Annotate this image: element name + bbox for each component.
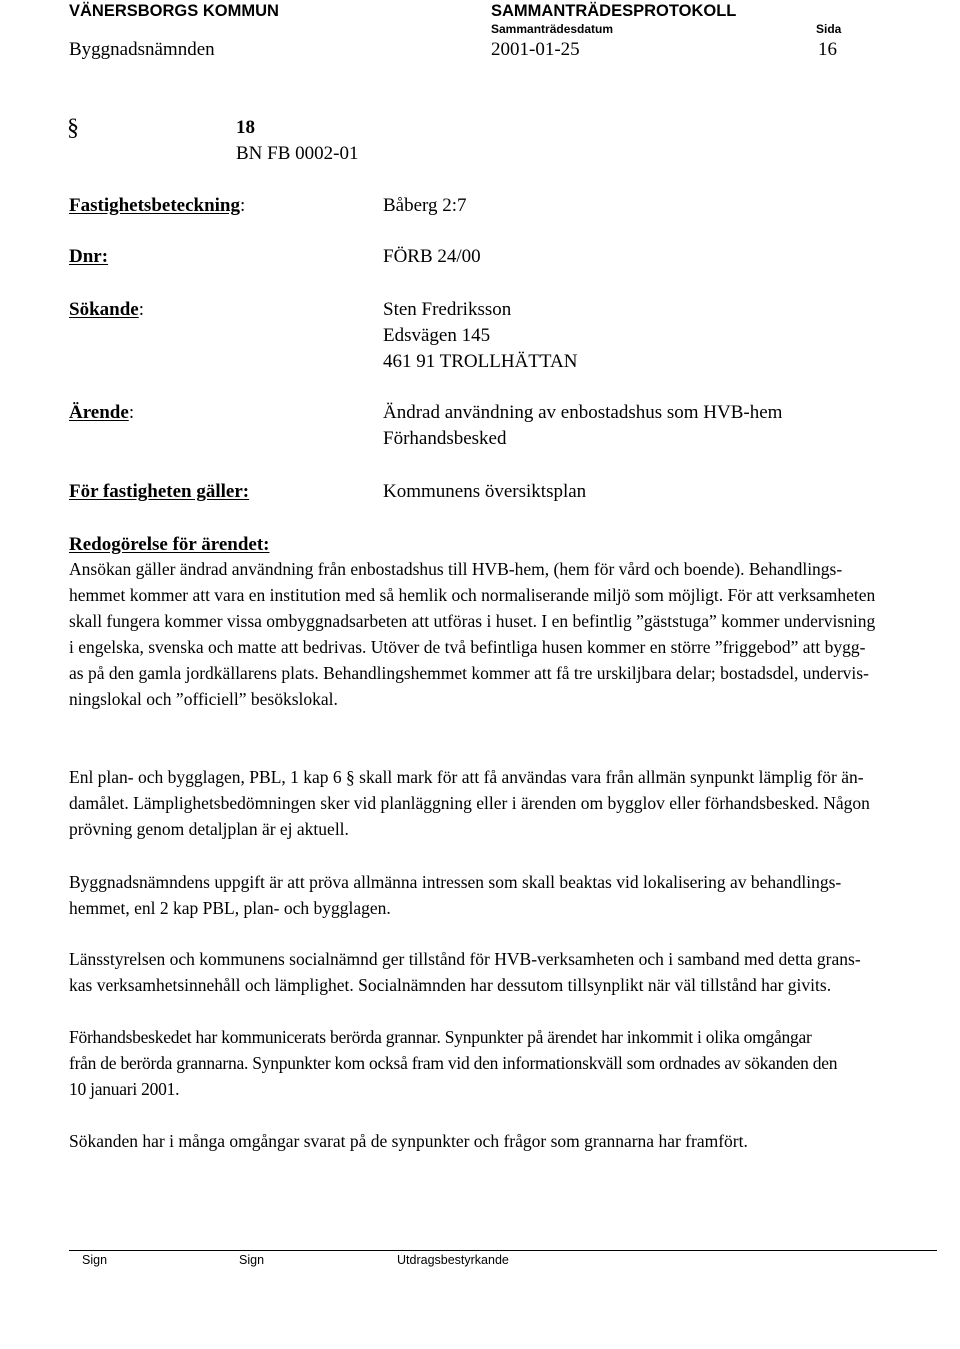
case-number: 18 [236, 117, 255, 138]
sign-line-1 [69, 1250, 229, 1251]
applies-label [69, 481, 249, 503]
report-paragraph-1 [69, 556, 960, 712]
sign-line-2 [229, 1250, 389, 1251]
matter-label-text: Ärende [69, 402, 129, 423]
applicant-label-text: Sökande [69, 299, 139, 320]
paragraph-line: as på den gamla jordkällarens plats. Behandlingshemmet kommer att få tre urskiljbara delar; bostadsdel, undervis- [69, 663, 869, 683]
matter-label-colon: : [128, 402, 135, 423]
paragraph-line: hemmet, enl 2 kap PBL, plan- och bygglagen. [69, 898, 391, 918]
certification-label: Utdragsbestyrkande [397, 1253, 509, 1267]
property-designation-label [69, 195, 245, 217]
protocol-title: SAMMANTRÄDESPROTOKOLL [491, 2, 737, 20]
matter-description [383, 400, 782, 452]
meeting-date-label: Sammanträdesdatum [491, 22, 614, 36]
report-heading [69, 534, 270, 556]
report-paragraph-6 [69, 1128, 960, 1154]
sign-label-1: Sign [82, 1253, 108, 1267]
property-designation-value: Båberg 2:7 [383, 195, 467, 216]
matter-line-1: Ändrad användning av enbostadshus som HVB-hem [383, 402, 783, 423]
applies-label-text: För fastigheten gäller: [69, 481, 250, 502]
paragraph-line: ningslokal och ”officiell” besökslokal. [69, 689, 338, 709]
organization-name: VÄNERSBORGS KOMMUN [69, 2, 279, 20]
paragraph-line: i engelska, svenska och matte att bedrivas. Utöver de två befintliga husen kommer en större ”friggebod” att bygg- [69, 637, 866, 657]
report-paragraph-2 [69, 764, 960, 842]
paragraph-line: 10 januari 2001. [69, 1079, 180, 1099]
paragraph-line: hemmet kommer att vara en institution med så hemlik och normaliserande miljö som möjligt. För att verksamheten [69, 585, 876, 605]
paragraph-line: Länsstyrelsen och kommunens socialnämnd ger tillstånd för HVB-verksamheten och i samband med detta grans- [69, 949, 861, 969]
property-label-colon: : [240, 195, 246, 216]
paragraph-line: skall fungera kommer vissa ombyggnadsarbeten att utföras i huset. I en befintlig ”gäststuga” kommer undervisning [69, 611, 876, 631]
dnr-value: FÖRB 24/00 [383, 246, 481, 267]
applies-value: Kommunens översiktsplan [383, 481, 587, 502]
report-heading-text: Redogörelse för ärendet: [69, 534, 270, 555]
paragraph-line: från de berörda grannarna. Synpunkter kom också fram vid den informationskväll som ordnades av sökanden den [69, 1053, 838, 1073]
certification-line [389, 1250, 937, 1251]
paragraph-line: Förhandsbeskedet har kommunicerats berörda grannar. Synpunkter på ärendet har inkommit i olika omgångar [69, 1027, 812, 1047]
applicant-address [383, 297, 577, 375]
meeting-date: 2001-01-25 [491, 39, 580, 60]
paragraph-line: damålet. Lämplighetsbedömningen sker vid planläggning eller i ärenden om bygglov eller förhandsbesked. Någon [69, 793, 870, 813]
case-reference: BN FB 0002-01 [236, 143, 359, 164]
section-sign: § [67, 115, 79, 141]
paragraph-line: Byggnadsnämndens uppgift är att pröva allmänna intressen som skall beaktas vid lokalisering av behandlings- [69, 872, 842, 892]
paragraph-line: Enl plan- och bygglagen, PBL, 1 kap 6 § skall mark för att få användas vara från allmän synpunkt lämplig för än- [69, 767, 864, 787]
paragraph-line: kas verksamhetsinnehåll och lämplighet. Socialnämnden har dessutom tillsynplikt när väl tillstånd har givits. [69, 975, 832, 995]
report-paragraph-4 [69, 946, 960, 998]
board-name: Byggnadsnämnden [69, 39, 215, 60]
matter-line-2: Förhandsbesked [383, 428, 507, 449]
sign-label-2: Sign [239, 1253, 265, 1267]
page-number: 16 [818, 39, 837, 60]
applicant-label [69, 299, 144, 321]
applicant-label-colon: : [138, 299, 144, 320]
applicant-name: Sten Fredriksson [383, 299, 512, 320]
dnr-label [69, 246, 108, 268]
page-label: Sida [816, 22, 842, 36]
report-paragraph-5 [69, 1024, 960, 1102]
dnr-label-text: Dnr: [69, 246, 109, 267]
paragraph-line: prövning genom detaljplan är ej aktuell. [69, 819, 349, 839]
paragraph-line: Sökanden har i många omgångar svarat på de synpunkter och frågor som grannarna har framfört. [69, 1131, 748, 1151]
report-paragraph-3 [69, 869, 960, 921]
paragraph-line: Ansökan gäller ändrad användning från enbostadshus till HVB-hem, (hem för vård och boende). Behandlings- [69, 559, 843, 579]
applicant-city: 461 91 TROLLHÄTTAN [383, 351, 578, 372]
matter-label [69, 402, 134, 424]
applicant-street: Edsvägen 145 [383, 325, 491, 346]
property-label-text: Fastighetsbeteckning [69, 195, 240, 216]
